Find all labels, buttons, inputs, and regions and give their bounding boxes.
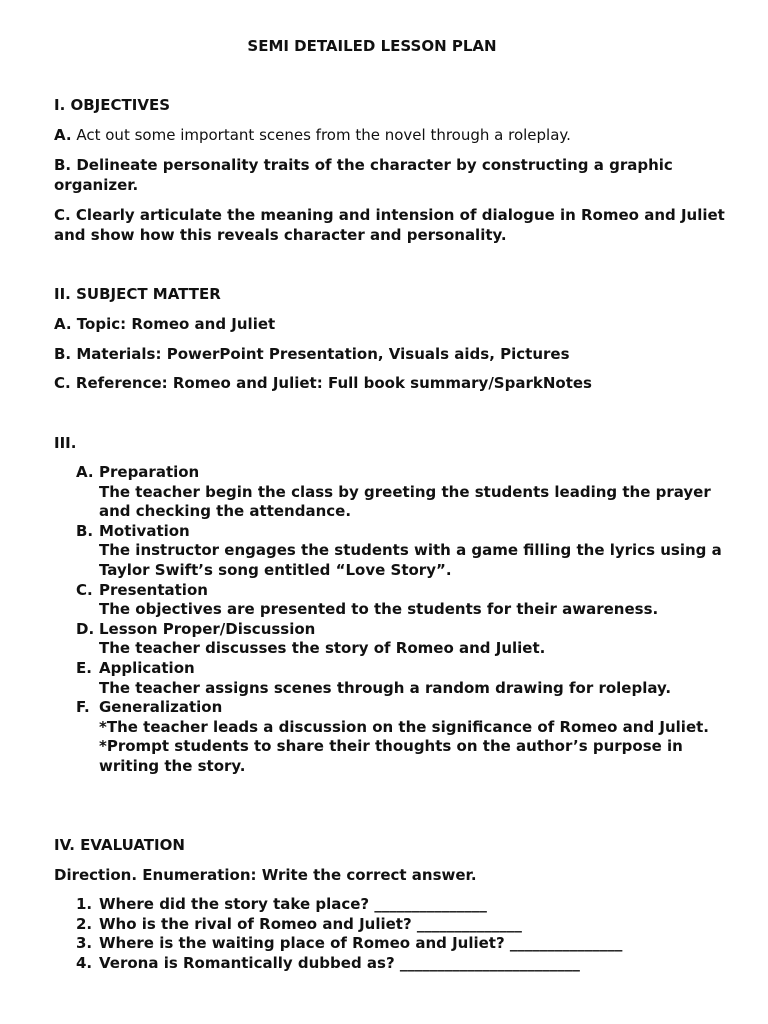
question-text: Who is the rival of Romeo and Juliet? ______________ xyxy=(99,914,522,933)
subject-topic: A. Topic: Romeo and Juliet xyxy=(54,315,276,333)
objective-a-text: Act out some important scenes from the novel through a roleplay. xyxy=(71,126,571,144)
objectives-heading: I. OBJECTIVES xyxy=(54,96,170,114)
objective-a xyxy=(54,125,744,145)
objective-b: B. Delineate personality traits of the character by constructing a graphic organizer. xyxy=(54,156,673,194)
list-marker: A. xyxy=(76,463,94,481)
procedure-item-line: and checking the attendance. xyxy=(99,502,352,521)
evaluation-questions xyxy=(54,895,744,973)
question-number: 1. xyxy=(76,895,93,913)
list-marker: C. xyxy=(76,580,93,599)
evaluation-heading: IV. EVALUATION xyxy=(54,836,185,854)
subject-matter-heading: II. SUBJECT MATTER xyxy=(54,285,221,303)
procedure-item-preparation xyxy=(54,463,744,522)
question-item xyxy=(54,915,744,935)
procedure-item-title: Application xyxy=(99,658,195,677)
procedure-item-title: Generalization xyxy=(99,698,223,717)
procedure-item-line: *The teacher leads a discussion on the significance of Romeo and Juliet. xyxy=(99,717,709,736)
question-item xyxy=(54,895,744,915)
procedure-item-title: Lesson Proper/Discussion xyxy=(99,619,316,638)
evaluation-direction: Direction. Enumeration: Write the correct answer. xyxy=(54,866,477,884)
question-item xyxy=(54,934,744,954)
question-number: 4. xyxy=(76,953,93,972)
procedure-item-presentation xyxy=(54,581,744,620)
procedure-item-generalization xyxy=(54,698,744,776)
list-marker: E. xyxy=(76,658,92,677)
subject-reference: C. Reference: Romeo and Juliet: Full book summary/SparkNotes xyxy=(54,374,592,392)
procedure-item-motivation xyxy=(54,522,744,581)
question-number: 2. xyxy=(76,914,93,933)
question-text: Where did the story take place? _______________ xyxy=(99,895,487,913)
page-title: SEMI DETAILED LESSON PLAN xyxy=(247,37,497,55)
question-text: Where is the waiting place of Romeo and Juliet? _______________ xyxy=(99,934,623,953)
procedure-item-line: The teacher begin the class by greeting the students leading the prayer xyxy=(99,482,711,501)
procedure-list xyxy=(54,463,744,777)
procedure-item-line: The objectives are presented to the students for their awareness. xyxy=(99,600,659,619)
procedure-item-title: Preparation xyxy=(99,463,200,481)
question-text: Verona is Romantically dubbed as? ________________________ xyxy=(99,953,580,972)
procedure-item-line: The instructor engages the students with a game filling the lyrics using a xyxy=(99,541,722,560)
question-number: 3. xyxy=(76,934,93,953)
procedure-item-line: *Prompt students to share their thoughts on the author’s purpose in xyxy=(99,737,683,756)
objective-c: C. Clearly articulate the meaning and intension of dialogue in Romeo and Juliet and show how this reveals character and personality. xyxy=(54,206,725,244)
question-item xyxy=(54,954,744,974)
list-marker: D. xyxy=(76,619,95,638)
subject-materials: B. Materials: PowerPoint Presentation, Visuals aids, Pictures xyxy=(54,345,570,363)
procedure-heading: III. xyxy=(54,434,77,452)
list-marker: F. xyxy=(76,698,90,717)
procedure-item-title: Motivation xyxy=(99,521,190,540)
procedure-item-line: Taylor Swift’s song entitled “Love Story”. xyxy=(99,560,452,579)
procedure-item-title: Presentation xyxy=(99,580,208,599)
procedure-item-lesson-proper xyxy=(54,620,744,659)
objective-a-prefix: A. xyxy=(54,126,72,144)
procedure-item-line: writing the story. xyxy=(99,756,246,775)
procedure-item-line: The teacher assigns scenes through a random drawing for roleplay. xyxy=(99,678,672,697)
procedure-item-application xyxy=(54,659,744,698)
procedure-item-line: The teacher discusses the story of Romeo and Juliet. xyxy=(99,639,546,658)
list-marker: B. xyxy=(76,521,94,540)
